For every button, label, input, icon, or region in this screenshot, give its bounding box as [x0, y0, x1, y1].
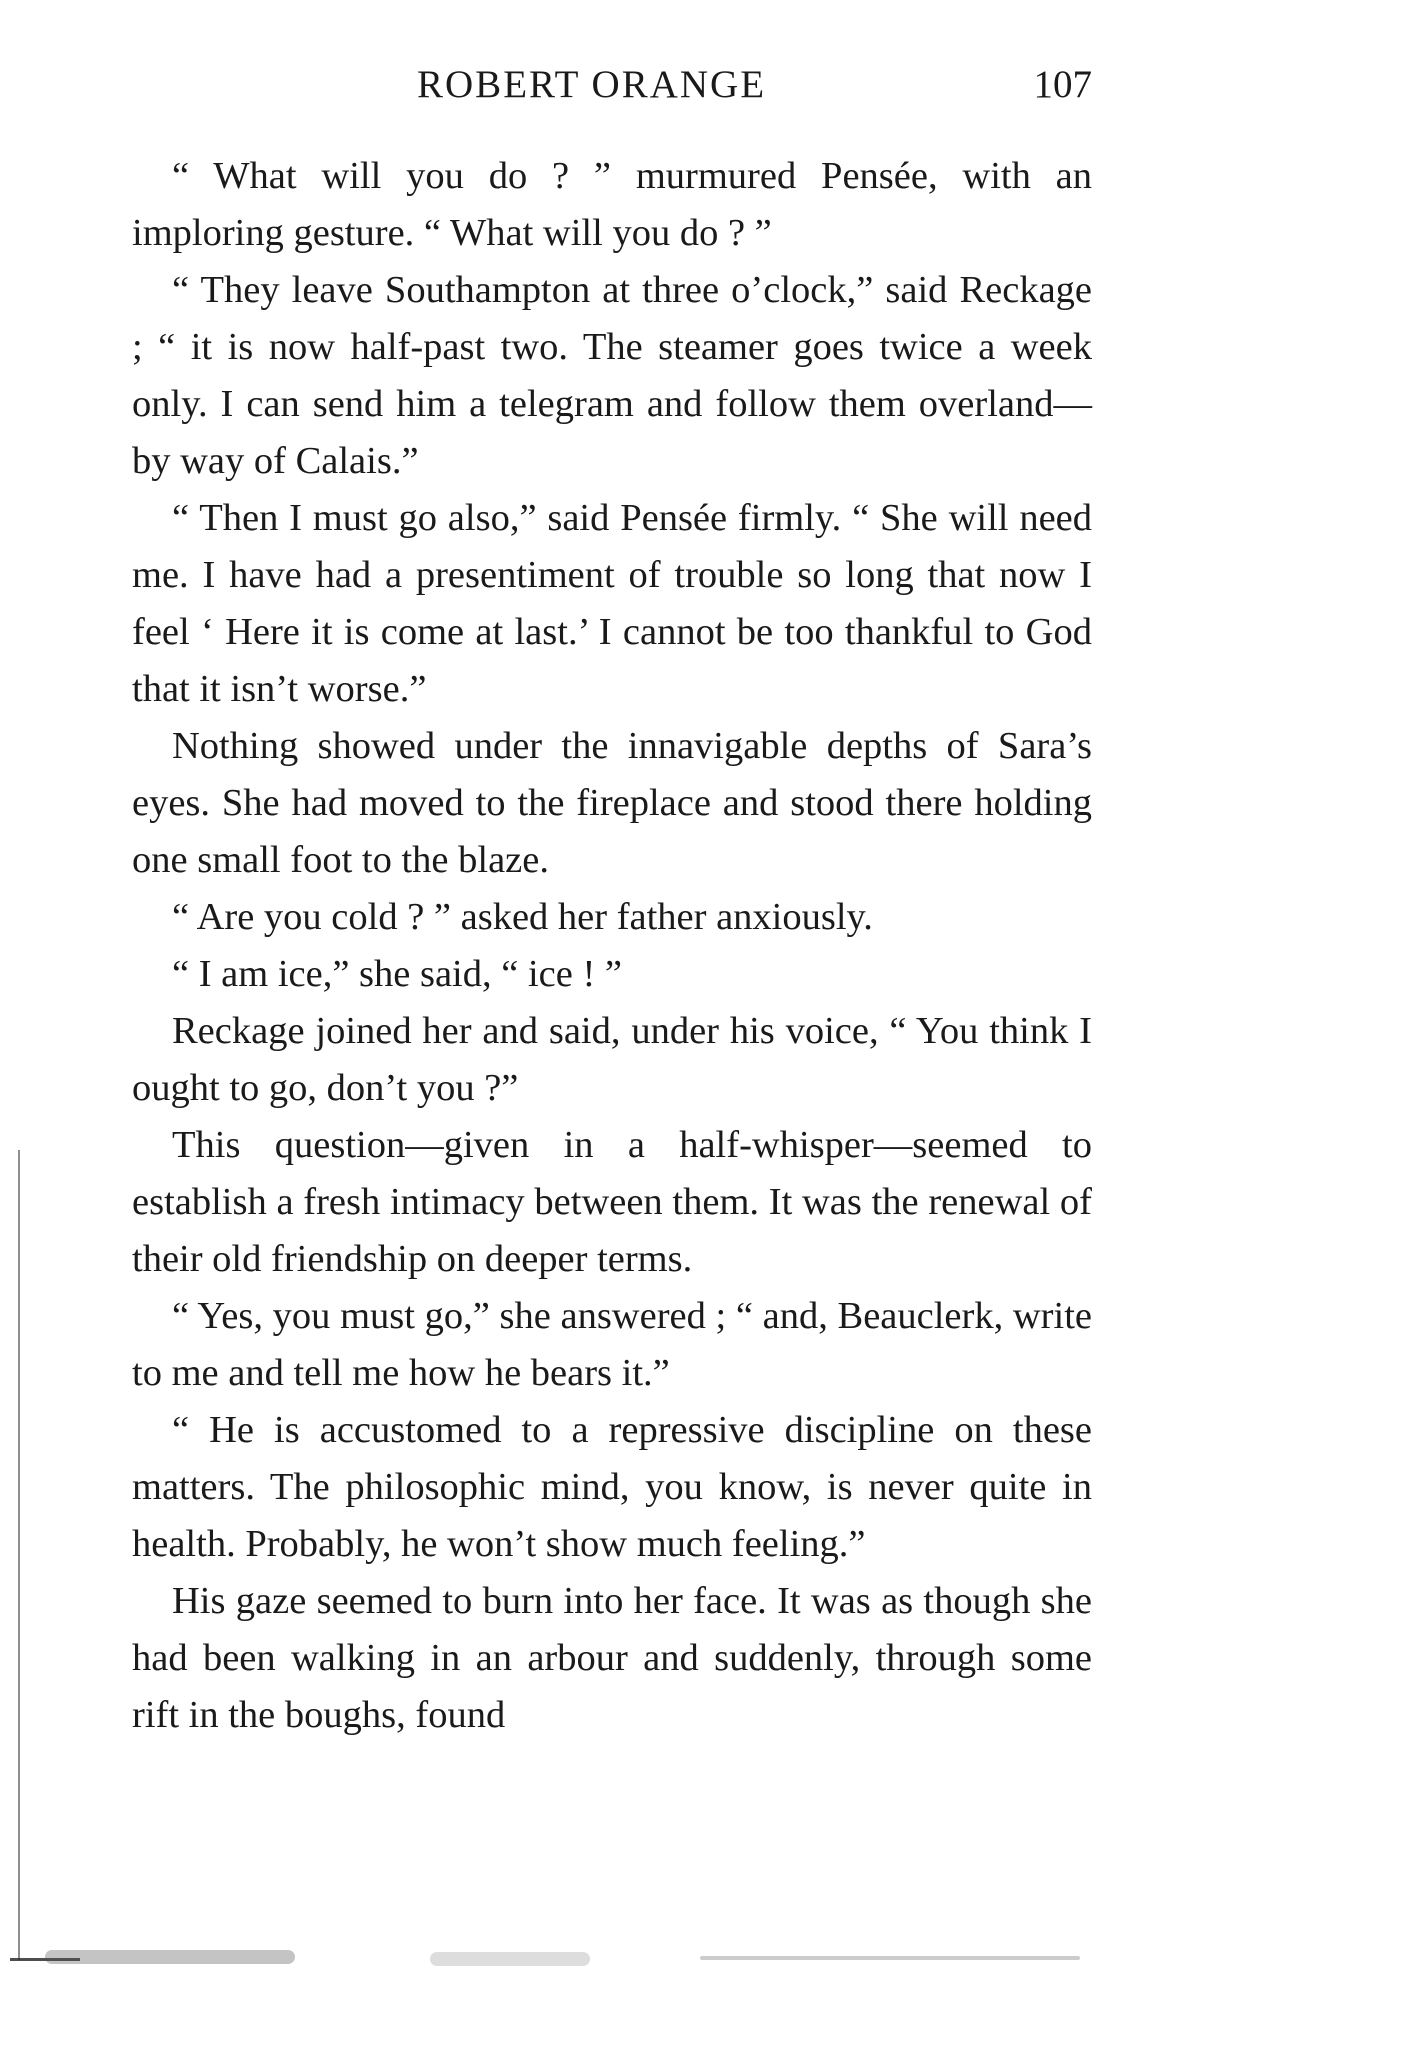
- paragraph: “ Then I must go also,” said Pensée firmly. “ She will need me. I have had a presentiment of trouble so long that now I feel ‘ Here it is come at last.’ I cannot be too thankful to God that it isn’t worse.”: [132, 497, 1092, 710]
- scan-edge-line: [18, 1150, 20, 1960]
- paragraph: “ Are you cold ? ” asked her father anxiously.: [172, 896, 873, 938]
- page-number: 107: [1033, 63, 1092, 106]
- paragraph: His gaze seemed to burn into her face. It was as though she had been walking in an arbour and suddenly, through some rift in the boughs, found: [132, 1580, 1092, 1736]
- scan-smudge: [700, 1956, 1080, 1960]
- scan-smudge: [45, 1950, 295, 1964]
- body-text: [132, 148, 1092, 1744]
- paragraph: “ They leave Southampton at three o’clock,” said Reckage ; “ it is now half-past two. The steamer goes twice a week only. I can send him a telegram and follow them overland—by way of Calais.”: [132, 269, 1092, 482]
- running-header: [132, 62, 1092, 112]
- paragraph: “ What will you do ? ” murmured Pensée, with an imploring gesture. “ What will you do ? ”: [132, 155, 1092, 254]
- paragraph: “ I am ice,” she said, “ ice ! ”: [172, 953, 622, 995]
- paragraph: “ Yes, you must go,” she answered ; “ and, Beauclerk, write to me and tell me how he bears it.”: [132, 1295, 1092, 1394]
- paragraph: Nothing showed under the innavigable depths of Sara’s eyes. She had moved to the fireplace and stood there holding one small foot to the blaze.: [132, 725, 1092, 881]
- paragraph: This question—given in a half-whisper—seemed to establish a fresh intimacy between them. It was the renewal of their old friendship on deeper terms.: [132, 1124, 1092, 1280]
- running-title: ROBERT ORANGE: [417, 63, 767, 106]
- paragraph: Reckage joined her and said, under his voice, “ You think I ought to go, don’t you ?”: [132, 1010, 1092, 1109]
- scan-smudge: [430, 1952, 590, 1966]
- paragraph: “ He is accustomed to a repressive discipline on these matters. The philosophic mind, you know, is never quite in health. Probably, he won’t show much feeling.”: [132, 1409, 1092, 1565]
